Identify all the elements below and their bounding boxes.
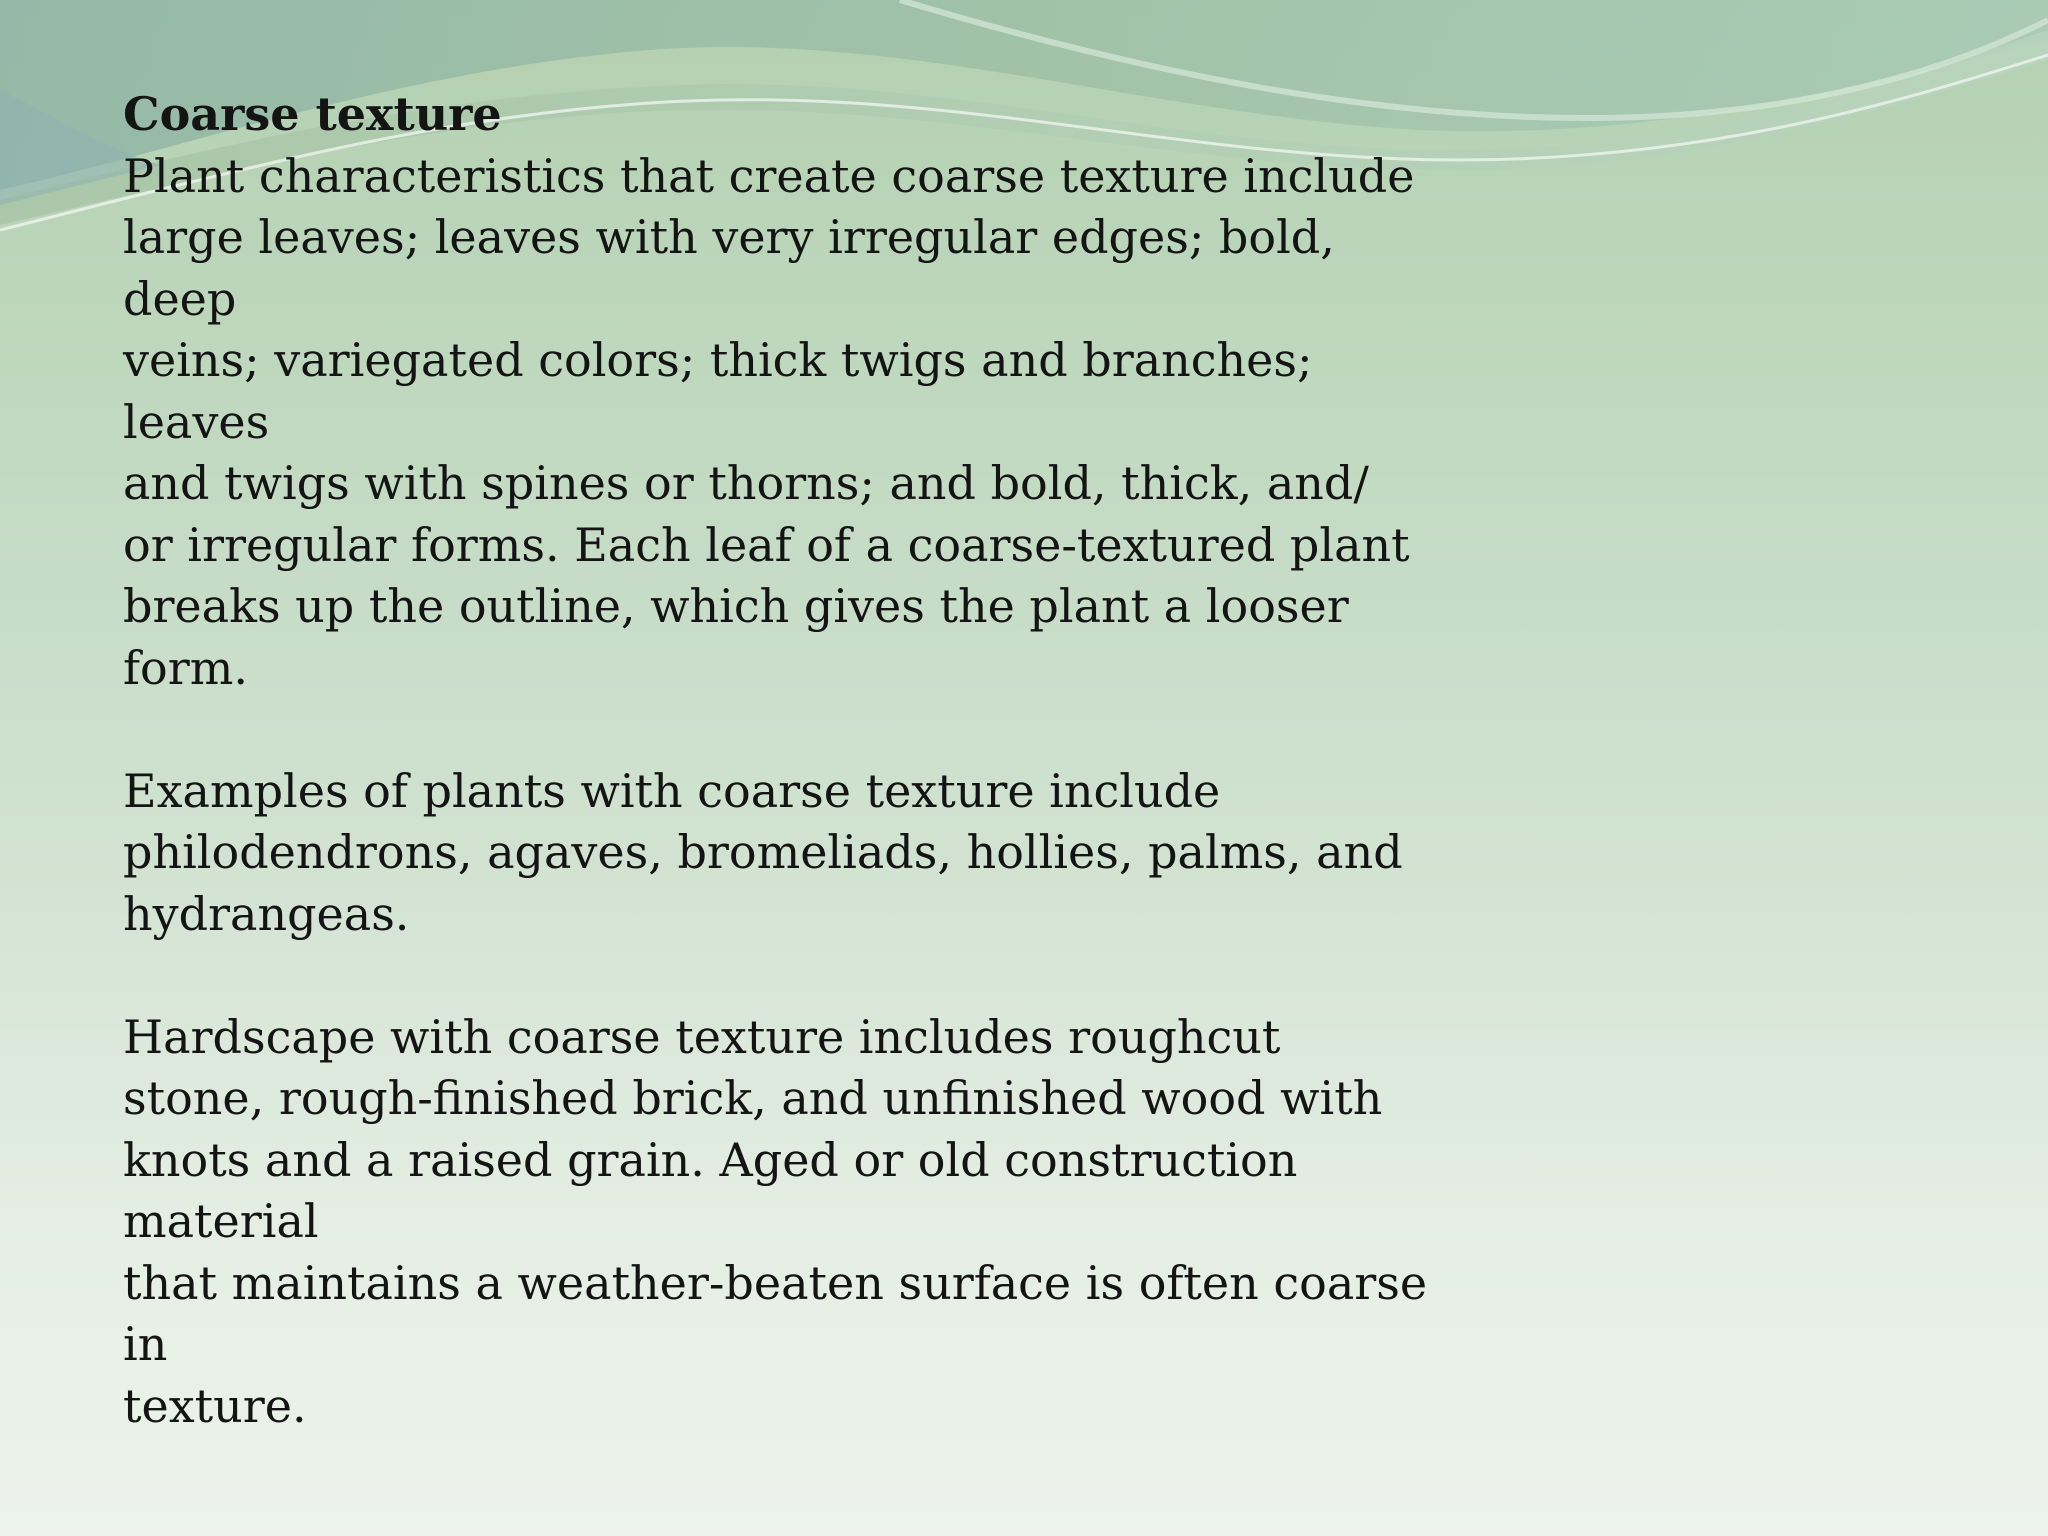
paragraph-plant-examples: Examples of plants with coarse texture include philodendrons, agaves, bromeliads, hollies, palms, and hydrangeas.	[123, 763, 1403, 941]
slide-body	[123, 84, 1453, 1437]
paragraph-spacer	[123, 699, 1453, 761]
paragraph-hardscape: Hardscape with coarse texture includes roughcut stone, rough-finished brick, and unfinished wood with knots and a raised grain. Aged or old construction material that maintains a weather-beaten surface is often coarse in texture.	[123, 1009, 1428, 1433]
paragraph-spacer	[123, 945, 1453, 1007]
paragraph-characteristics: Plant characteristics that create coarse texture include large leaves; leaves with very irregular edges; bold, deep veins; variegated colors; thick twigs and branches; leaves and twigs with spines or thorns; and bold, thick, and/ or irregular forms. Each leaf of a coarse-textured plant breaks up the outline, which gives the plant a looser form.	[123, 148, 1415, 695]
slide-heading: Coarse texture	[123, 87, 502, 141]
